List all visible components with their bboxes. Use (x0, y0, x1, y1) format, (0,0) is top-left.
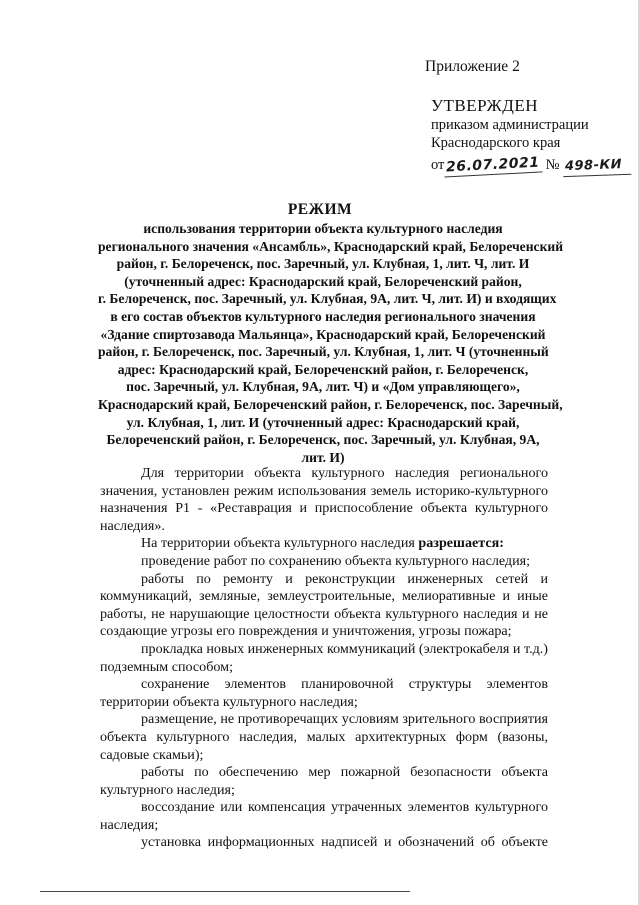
heading-line: (уточненный адрес: Краснодарский край, Белореченский район, (124, 273, 522, 289)
heading-line: лит. И) (301, 449, 345, 465)
handwritten-date: 26.07.2021 (444, 153, 542, 177)
approval-block (431, 96, 631, 176)
allowed-paragraph (100, 535, 548, 553)
document-body (100, 465, 548, 852)
appendix-label: Приложение 2 (425, 58, 520, 75)
list-item: работы по обеспечению мер пожарной безопасности объекта культурного наследия; (100, 764, 548, 798)
allowed-keyword: разрешается: (418, 535, 504, 552)
heading-line: Краснодарский край, Белореченский район, г. Белореченск, пос. Заречный, (98, 396, 563, 412)
heading-line: адрес: Краснодарский край, Белореченский район, г. Белореченск, (117, 361, 529, 377)
allowed-prefix: На территории объекта культурного наследия (141, 535, 415, 552)
document-heading (98, 220, 564, 466)
heading-line: регионального значения «Ансамбль», Краснодарский край, Белореченский (98, 238, 564, 254)
approved-title: УТВЕРЖДЕН (431, 96, 538, 115)
heading-line: в его состав объектов культурного наследия регионального значения (110, 308, 536, 324)
number-prefix: № (545, 157, 560, 173)
list-item: размещение, не противоречащих условиям зрительного восприятия объекта культурного наследия, малых архитектурных форм (вазоны, садовые скамьи); (100, 711, 548, 763)
footer-divider (40, 891, 410, 892)
order-date-number-line (431, 156, 631, 176)
heading-line: «Здание спиртозавода Мальянца», Краснодарский край, Белореченский (100, 326, 546, 342)
document-title: РЕЖИМ (287, 201, 353, 218)
order-by-line: приказом администрации (431, 117, 589, 133)
handwritten-number: 498-КИ (563, 156, 632, 177)
heading-line: ул. Клубная, 1, лит. И (уточненный адрес: Краснодарский край, (126, 414, 520, 430)
intro-paragraph: Для территории объекта культурного наследия регионального значения, установлен режим использования земель историко-культурного назначения Р1 - «Реставрация и приспособление объекта культурного наследия». (100, 465, 548, 534)
list-item: прокладка новых инженерных коммуникаций (электрокабеля и т.д.) подземным способом; (100, 640, 548, 675)
list-item: сохранение элементов планировочной структуры элементов территории объекта культурного наследия; (100, 676, 548, 710)
date-prefix: от (431, 157, 445, 173)
list-item: проведение работ по сохранению объекта культурного наследия; (141, 552, 531, 569)
list-item: работы по ремонту и реконструкции инженерных сетей и коммуникаций, земляные, землеустроительные, мелиоративные и иные работы, не нарушающие целостности объекта культурного наследия и не создающие угрозы его повреждения и уничтожения, угрозы пожара; (100, 570, 548, 640)
list-item: воссоздание или компенсация утраченных элементов культурного наследия; (100, 799, 548, 833)
heading-line: район, г. Белореченск, пос. Заречный, ул. Клубная, 1, лит. Ч (уточненный (98, 344, 549, 360)
region-line: Краснодарского края (431, 135, 561, 151)
list-item-continued: установка информационных надписей и обозначений об объекте (141, 834, 548, 851)
heading-line: пос. Заречный, ул. Клубная, 9А, лит. Ч) и «Дом управляющего», (126, 379, 520, 395)
heading-line: г. Белореченск, пос. Заречный, ул. Клубная, 9А, лит. Ч, лит. И) и входящих (98, 291, 557, 307)
heading-line: использования территории объекта культурного наследия (143, 221, 503, 236)
heading-line: Белореченский район, г. Белореченск, пос. Заречный, ул. Клубная, 9А, (106, 432, 540, 448)
heading-line: район, г. Белореченск, пос. Заречный, ул. Клубная, 1, лит. Ч, лит. И (116, 256, 530, 272)
